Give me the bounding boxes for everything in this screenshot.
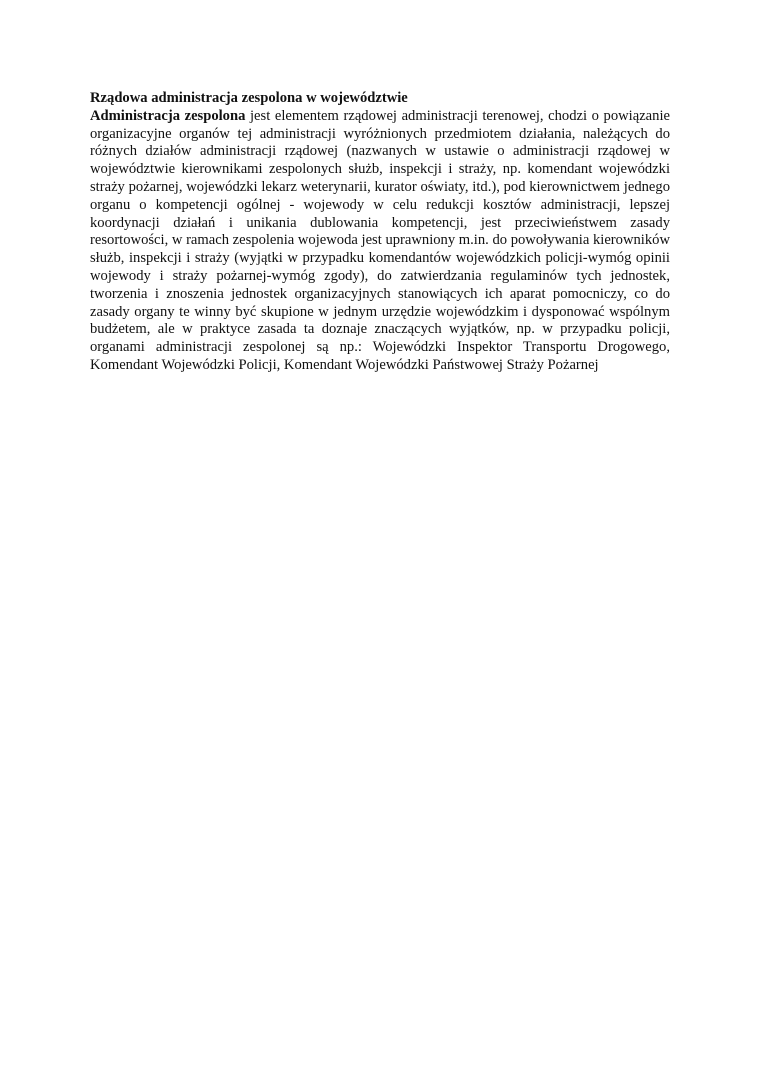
defined-term: Administracja zespolona (90, 107, 246, 124)
paragraph-text: jest elementem rządowej administracji terenowej, chodzi o powiązanie organizacyjne organów tej administracji wyróżnionych przedmiotem działania, należących do różnych działów administracji rządowej (nazwanych w ustawie o administracji rządowej w województwie kierownikami zespolonych służb, inspekcji i straży, np. komendant wojewódzki straży pożarnej, wojewódzki lekarz weterynarii, kurator oświaty, itd.), pod kierownictwem jednego organu o kompetencji ogólnej - wojewody w celu redukcji kosztów administracji, lepszej koordynacji działań i unikania dublowania kompetencji, jest przeciwieństwem zasady resortowości, w ramach zespolenia wojewoda jest uprawniony m.in. do powoływania kierowników służb, inspekcji i straży (wyjątki w przypadku komendantów wojewódzkich policji-wymóg opinii wojewody i straży pożarnej-wymóg zgody), do zatwierdzania regulaminów tych jednostek, tworzenia i znoszenia jednostek organizacyjnych stanowiących ich aparat pomocniczy, co do zasady organy te winny być skupione w jednym urzędzie wojewódzkim i dysponować wspólnym budżetem, ale w praktyce zasada ta doznaje znaczących wyjątków, np. w przypadku policji, organami administracji zespolonej są np.: Wojewódzki Inspektor Transportu Drogowego, Komendant Wojewódzki Policji, Komendant Wojewódzki Państwowej Straży Pożarnej (90, 107, 670, 373)
document-content (90, 90, 670, 375)
document-paragraph (90, 108, 670, 375)
document-heading: Rządowa administracja zespolona w województwie (90, 90, 408, 106)
